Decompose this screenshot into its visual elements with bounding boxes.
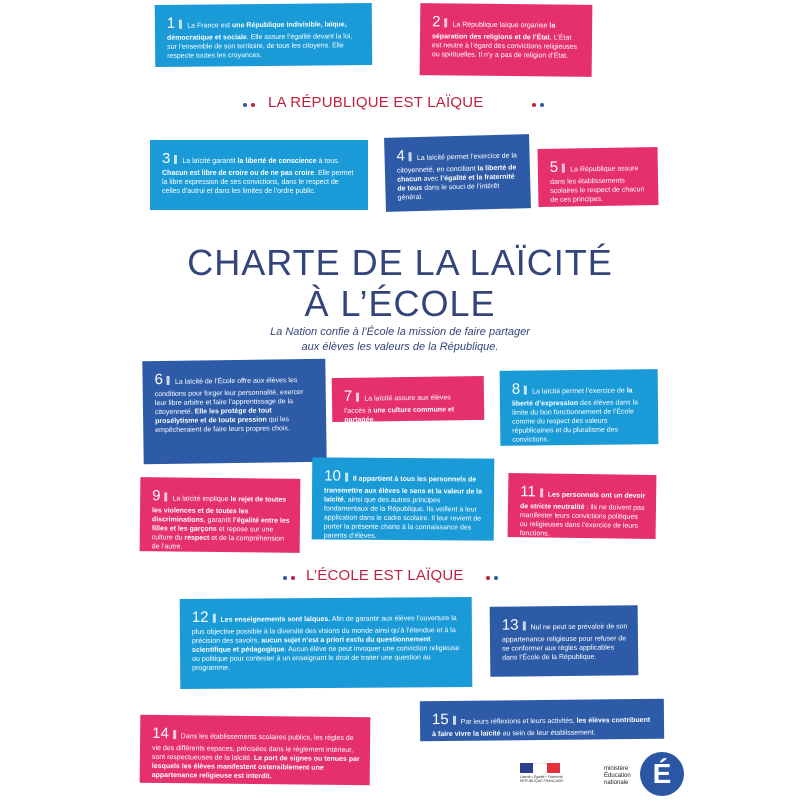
article-1 — [155, 3, 373, 67]
article-text-bold: Le port de signes ou tenues par lesquels les élèves manifestent ostensiblement une appartenance religieuse est interdit. — [151, 754, 360, 780]
article-text-segment: et repose sur une culture du — [151, 525, 274, 542]
article-text — [344, 394, 454, 423]
article-number: 15 — [431, 710, 449, 729]
article-text-segment: : ils ne doivent pas manifester leurs convictions politiques ou religieuses dans l’exercice de leurs fonctions. — [519, 503, 645, 538]
article-text — [155, 377, 304, 434]
article-text-bold: une République indivisible, laïque, démocratique et sociale — [166, 21, 347, 42]
article-text-segment: La laïcité implique — [172, 495, 231, 504]
article-text — [397, 152, 517, 201]
article-text — [432, 717, 650, 738]
article-number: 14 — [152, 724, 169, 743]
article-text-segment: Dans les établissements scolaires publics, les règles de vie des différents espaces, précisées dans le règlement intérieur, sont respectueuses de la laïcité. — [151, 733, 354, 762]
ministry-line1: ministère — [604, 766, 629, 772]
article-number: 11 — [520, 483, 536, 501]
main-title-line2: À L’ÉCOLE — [304, 283, 496, 324]
article-text-bold: l’égalité entre les filles et les garçons — [151, 516, 290, 533]
article-text-bold: Il appartient à tous les personnels de transmettre aux élèves le sens et la valeur de la laïcité — [323, 475, 483, 504]
article-10 — [312, 457, 495, 540]
article-text-segment: , ainsi que des autres principes fondamentaux de la République. Ils veillent à leur application dans le cadre scolaire. Il leur revient de porter la présente charte à la connaissance des parents d’élèves. — [323, 496, 482, 540]
article-text-bold: le rejet de toutes les violences et de toutes les discriminations — [151, 496, 287, 524]
article-text-segment: La République assure dans les établissements scolaires le respect de chacun de ces principes. — [550, 165, 645, 204]
article-text-segment: à tous. — [316, 158, 340, 165]
ministere-education-logo — [604, 748, 684, 800]
article-12 — [180, 597, 473, 689]
article-number: 9 — [152, 487, 161, 505]
article-text — [502, 623, 628, 661]
article-13 — [490, 605, 639, 677]
article-number: 7 — [343, 387, 353, 405]
article-number: 1 — [166, 14, 176, 32]
ministry-line3: nationale — [604, 779, 629, 786]
article-8 — [500, 369, 659, 446]
article-text-segment: . L’État est neutre à l’égard des convictions religieuses ou spirituelles. Il n’y a pas de religion d’État. — [431, 33, 578, 60]
article-6 — [142, 359, 326, 465]
article-text-bold: Les enseignements sont laïques. — [220, 615, 331, 624]
article-text — [432, 21, 577, 59]
article-text-segment: Par leurs réflexions et leurs activités, — [460, 717, 577, 726]
rf-name: RÉPUBLIQUE FRANÇAISE — [520, 779, 564, 783]
article-text-bold: la liberté de conscience — [237, 158, 317, 165]
article-number: 10 — [324, 467, 341, 485]
article-text-bold: la liberté de chacun — [397, 163, 517, 184]
article-number: 12 — [191, 608, 209, 626]
article-text-segment: La laïcité permet l’exercice de la citoyenneté, en conciliant — [396, 152, 518, 175]
article-text-segment: , garantit — [203, 516, 233, 524]
article-15 — [420, 699, 664, 742]
article-text-bold: l’égalité et la fraternité de tous — [397, 173, 515, 193]
article-text-segment: La laïcité permet l’exercice de — [532, 387, 627, 396]
article-text-segment: et de la compréhension de l’autre. — [151, 534, 285, 551]
article-text — [192, 615, 459, 672]
article-3 — [150, 140, 368, 210]
article-text-segment: dans le souci de l’intérêt général. — [397, 182, 500, 202]
article-text — [520, 492, 646, 538]
article-9 — [140, 477, 301, 553]
article-text — [152, 496, 290, 551]
article-text-bold: respect — [184, 534, 210, 542]
article-14 — [140, 715, 371, 785]
article-number: 6 — [154, 370, 164, 389]
article-2 — [420, 3, 593, 77]
subtitle-line2: aux élèves les valeurs de la République. — [301, 341, 499, 353]
article-text-segment: La laïcité de l’École offre aux élèves les conditions pour forger leur personnalité, exercer leur libre arbitre et faire l’apprentissage de la citoyenneté. — [154, 377, 304, 416]
article-number: 5 — [549, 158, 559, 176]
article-text-segment: des élèves dans la limite du bon fonctionnement de l’École comme du respect des valeurs républicaines et du pluralisme des convictions. — [512, 398, 639, 444]
article-number: 4 — [396, 147, 406, 165]
article-number: 8 — [511, 380, 521, 398]
article-text — [512, 387, 638, 443]
article-text-bold: les élèves contribuent à faire vivre la laïcité — [432, 716, 651, 738]
ministry-line2: Éducation — [604, 772, 631, 779]
article-text-segment: Nul ne peut se prévaloir de son appartenance religieuse pour refuser de se conformer aux règles applicables dans l’École de la République. — [501, 623, 628, 662]
decorative-dots-left — [243, 103, 255, 107]
article-7 — [332, 376, 485, 422]
article-number: 3 — [162, 150, 171, 167]
article-text — [167, 21, 352, 59]
article-text-segment: . Elle assure l’égalité devant la loi, sur l’ensemble de son territoire, de tous les citoyens. Elle respecte toutes les croyances. — [167, 32, 353, 60]
article-text-segment: au sein de leur établissement. — [500, 728, 596, 737]
article-text-segment: qui les empêcheraient de faire leurs propres choix. — [155, 416, 290, 434]
article-number: 2 — [432, 13, 441, 31]
article-11 — [508, 473, 657, 539]
article-text-bold: Les personnels ont un devoir de stricte neutralité — [519, 491, 646, 511]
section-title-ecole: L’ÉCOLE EST LAÏQUE — [306, 567, 464, 584]
article-text-segment: La République laïque organise — [452, 21, 550, 30]
article-text-bold: la séparation des religions et de l’État — [431, 22, 556, 41]
article-text — [152, 733, 360, 780]
subtitle-line1: La Nation confie à l’École la mission de faire partager — [270, 326, 530, 338]
article-text-segment: . Aucun élève ne peut invoquer une conviction religieuse ou politique pour contester à un enseignant le droit de traiter une question au programme. — [192, 644, 460, 672]
rf-motto: Liberté • Égalité • Fraternité — [520, 775, 563, 779]
ministry-e-mark-icon: É — [640, 752, 684, 796]
decorative-dots-left-2 — [283, 576, 295, 580]
article-text-bold: la liberté d’expression — [511, 387, 633, 408]
article-text-segment: La France est — [187, 22, 233, 30]
republique-francaise-logo — [520, 763, 572, 783]
article-5 — [538, 147, 659, 207]
article-text-segment: avec — [421, 175, 441, 183]
section-title-republique: LA RÉPUBLIQUE EST LAÏQUE — [268, 94, 484, 111]
article-text-bold: aucun sujet n’est a priori exclu du questionnement scientifique et pédagogique — [192, 635, 431, 654]
article-text-bold: une culture commune et partagée — [344, 405, 455, 424]
main-title-line1: CHARTE DE LA LAÏCITÉ — [187, 242, 613, 283]
article-text-segment: La laïcité garantit — [182, 158, 238, 165]
article-4 — [384, 134, 531, 212]
article-text-segment: La laïcité assure aux élèves l’accès à — [344, 394, 451, 415]
decorative-dots-right-2 — [486, 576, 498, 580]
article-text-segment: Afin de garantir aux élèves l’ouverture la plus objective possible à la diversité des visions du monde ainsi qu’à l’étendue et à la précision des savoirs, — [191, 615, 457, 645]
decorative-dots-right — [532, 103, 544, 107]
article-text-segment: . — [373, 416, 376, 424]
article-text-segment: . Elle permet la libre expression de ses convictions, dans le respect de celles d’autrui et dans les limites de l’ordre public. — [162, 169, 354, 195]
article-text — [324, 476, 482, 540]
article-text-bold: Elle les protège de tout prosélytisme et de toute pression — [155, 407, 272, 425]
article-number: 13 — [501, 616, 519, 634]
article-text — [162, 158, 353, 195]
article-text-bold: Chacun est libre de croire ou de ne pas croire — [162, 169, 315, 177]
